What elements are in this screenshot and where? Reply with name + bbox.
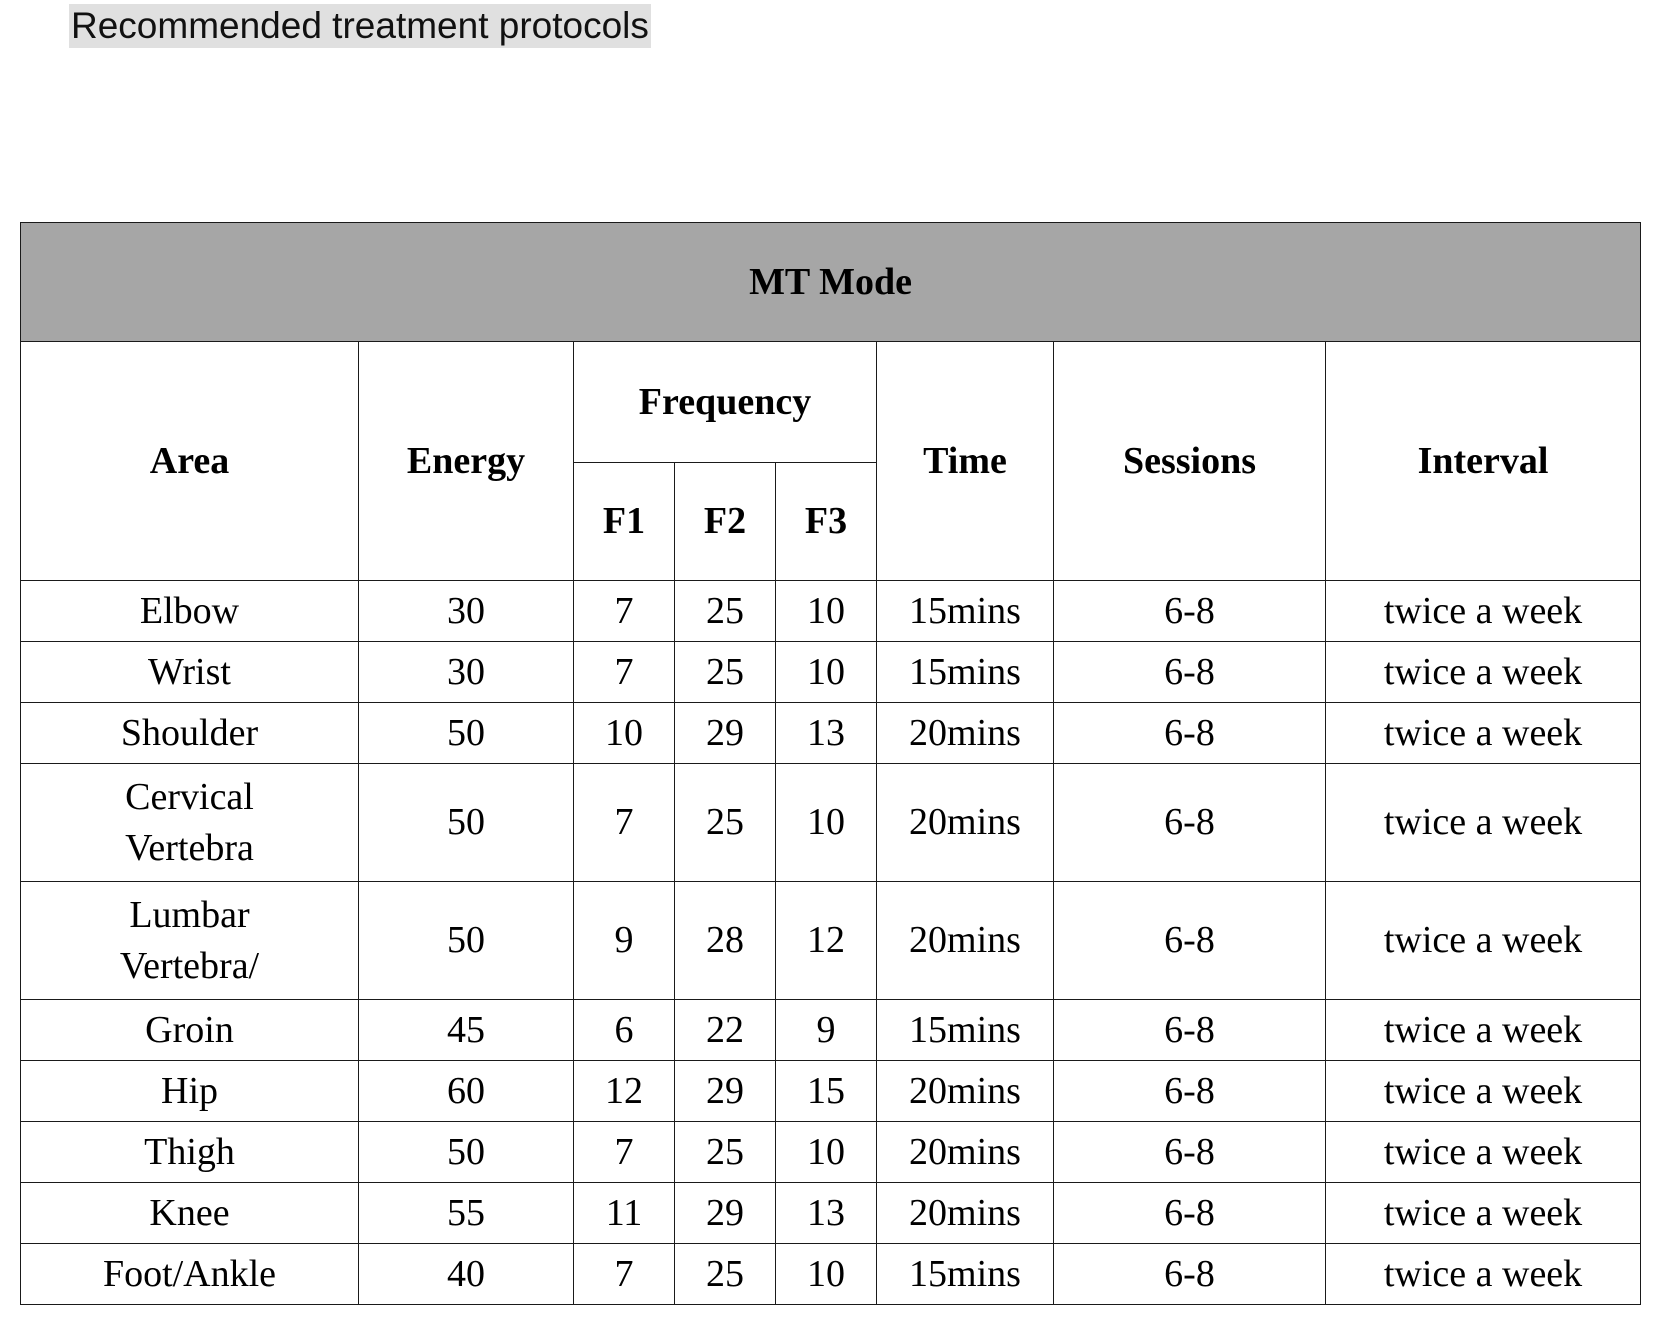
area-cell-line: Cervical (125, 775, 254, 818)
f3-cell: 13 (776, 703, 877, 764)
energy-cell: 30 (359, 581, 574, 642)
f2-cell: 25 (675, 1244, 776, 1305)
interval-cell: twice a week (1326, 1061, 1641, 1122)
interval-cell: twice a week (1326, 1183, 1641, 1244)
interval-cell: twice a week (1326, 642, 1641, 703)
table-row (21, 1183, 1641, 1244)
interval-cell: twice a week (1326, 1000, 1641, 1061)
f3-cell: 9 (776, 1000, 877, 1061)
f1-cell: 6 (574, 1000, 675, 1061)
area-cell-line: Thigh (144, 1130, 235, 1173)
area-cell-line: Wrist (148, 650, 231, 693)
sessions-cell: 6-8 (1054, 581, 1326, 642)
table-body (21, 581, 1641, 1305)
energy-cell: 55 (359, 1183, 574, 1244)
f3-cell: 10 (776, 1122, 877, 1183)
interval-cell: twice a week (1326, 703, 1641, 764)
f2-cell: 25 (675, 764, 776, 882)
sessions-cell: 6-8 (1054, 1122, 1326, 1183)
energy-cell: 50 (359, 1122, 574, 1183)
f1-cell: 7 (574, 581, 675, 642)
f2-cell: 28 (675, 882, 776, 1000)
f2-cell: 29 (675, 1183, 776, 1244)
area-cell (21, 882, 359, 1000)
area-cell-line: Lumbar (129, 893, 250, 936)
sessions-cell: 6-8 (1054, 703, 1326, 764)
treatment-protocols-table (20, 222, 1641, 1305)
f3-cell: 12 (776, 882, 877, 1000)
area-cell-line: Vertebra (125, 826, 254, 869)
f2-cell: 29 (675, 703, 776, 764)
sessions-cell: 6-8 (1054, 764, 1326, 882)
interval-cell: twice a week (1326, 882, 1641, 1000)
energy-column-header: Energy (359, 342, 574, 581)
page-title: Recommended treatment protocols (71, 5, 649, 46)
area-cell (21, 1122, 359, 1183)
area-column-header: Area (21, 342, 359, 581)
f2-cell: 25 (675, 1122, 776, 1183)
time-cell: 20mins (877, 1061, 1054, 1122)
interval-cell: twice a week (1326, 581, 1641, 642)
time-cell: 15mins (877, 1000, 1054, 1061)
f3-column-header: F3 (776, 463, 877, 581)
f1-column-header: F1 (574, 463, 675, 581)
area-cell-line: Hip (161, 1069, 218, 1112)
f3-cell: 15 (776, 1061, 877, 1122)
area-cell-line: Groin (145, 1008, 234, 1051)
f2-cell: 25 (675, 581, 776, 642)
time-cell: 15mins (877, 642, 1054, 703)
time-cell: 20mins (877, 1183, 1054, 1244)
interval-cell: twice a week (1326, 764, 1641, 882)
time-column-header: Time (877, 342, 1054, 581)
sessions-cell: 6-8 (1054, 1244, 1326, 1305)
time-cell: 15mins (877, 581, 1054, 642)
table-row (21, 882, 1641, 1000)
f1-cell: 9 (574, 882, 675, 1000)
time-cell: 20mins (877, 882, 1054, 1000)
area-cell-line: Elbow (139, 589, 240, 632)
area-cell (21, 703, 359, 764)
area-cell-line: Foot/Ankle (102, 1252, 277, 1295)
time-cell: 20mins (877, 764, 1054, 882)
area-cell-line: Shoulder (120, 711, 259, 754)
sessions-cell: 6-8 (1054, 882, 1326, 1000)
table-row (21, 1061, 1641, 1122)
f3-cell: 10 (776, 1244, 877, 1305)
time-cell: 20mins (877, 703, 1054, 764)
area-cell (21, 764, 359, 882)
area-cell (21, 1183, 359, 1244)
energy-cell: 50 (359, 703, 574, 764)
frequency-column-header: Frequency (574, 342, 877, 463)
area-cell (21, 1061, 359, 1122)
f1-cell: 10 (574, 703, 675, 764)
f1-cell: 12 (574, 1061, 675, 1122)
area-cell-line: Vertebra/ (119, 944, 260, 987)
energy-cell: 50 (359, 882, 574, 1000)
table-row (21, 1122, 1641, 1183)
f1-cell: 7 (574, 1122, 675, 1183)
mt-mode-header: MT Mode (21, 223, 1641, 342)
sessions-cell: 6-8 (1054, 1061, 1326, 1122)
interval-cell: twice a week (1326, 1244, 1641, 1305)
energy-cell: 60 (359, 1061, 574, 1122)
energy-cell: 50 (359, 764, 574, 882)
time-cell: 15mins (877, 1244, 1054, 1305)
f1-cell: 7 (574, 1244, 675, 1305)
area-cell (21, 1000, 359, 1061)
energy-cell: 30 (359, 642, 574, 703)
interval-cell: twice a week (1326, 1122, 1641, 1183)
f1-cell: 11 (574, 1183, 675, 1244)
f2-cell: 29 (675, 1061, 776, 1122)
area-cell (21, 581, 359, 642)
f3-cell: 10 (776, 764, 877, 882)
f1-cell: 7 (574, 642, 675, 703)
sessions-cell: 6-8 (1054, 1000, 1326, 1061)
f2-cell: 25 (675, 642, 776, 703)
f3-cell: 10 (776, 581, 877, 642)
sessions-cell: 6-8 (1054, 642, 1326, 703)
table-row (21, 642, 1641, 703)
table-row (21, 703, 1641, 764)
area-cell-line: Knee (149, 1191, 230, 1234)
f3-cell: 13 (776, 1183, 877, 1244)
area-cell (21, 1244, 359, 1305)
area-cell (21, 642, 359, 703)
table-row (21, 1000, 1641, 1061)
f1-cell: 7 (574, 764, 675, 882)
table-row (21, 764, 1641, 882)
energy-cell: 40 (359, 1244, 574, 1305)
time-cell: 20mins (877, 1122, 1054, 1183)
f3-cell: 10 (776, 642, 877, 703)
table-row (21, 1244, 1641, 1305)
sessions-column-header: Sessions (1054, 342, 1326, 581)
table-row (21, 581, 1641, 642)
f2-column-header: F2 (675, 463, 776, 581)
energy-cell: 45 (359, 1000, 574, 1061)
interval-column-header: Interval (1326, 342, 1641, 581)
f2-cell: 22 (675, 1000, 776, 1061)
sessions-cell: 6-8 (1054, 1183, 1326, 1244)
